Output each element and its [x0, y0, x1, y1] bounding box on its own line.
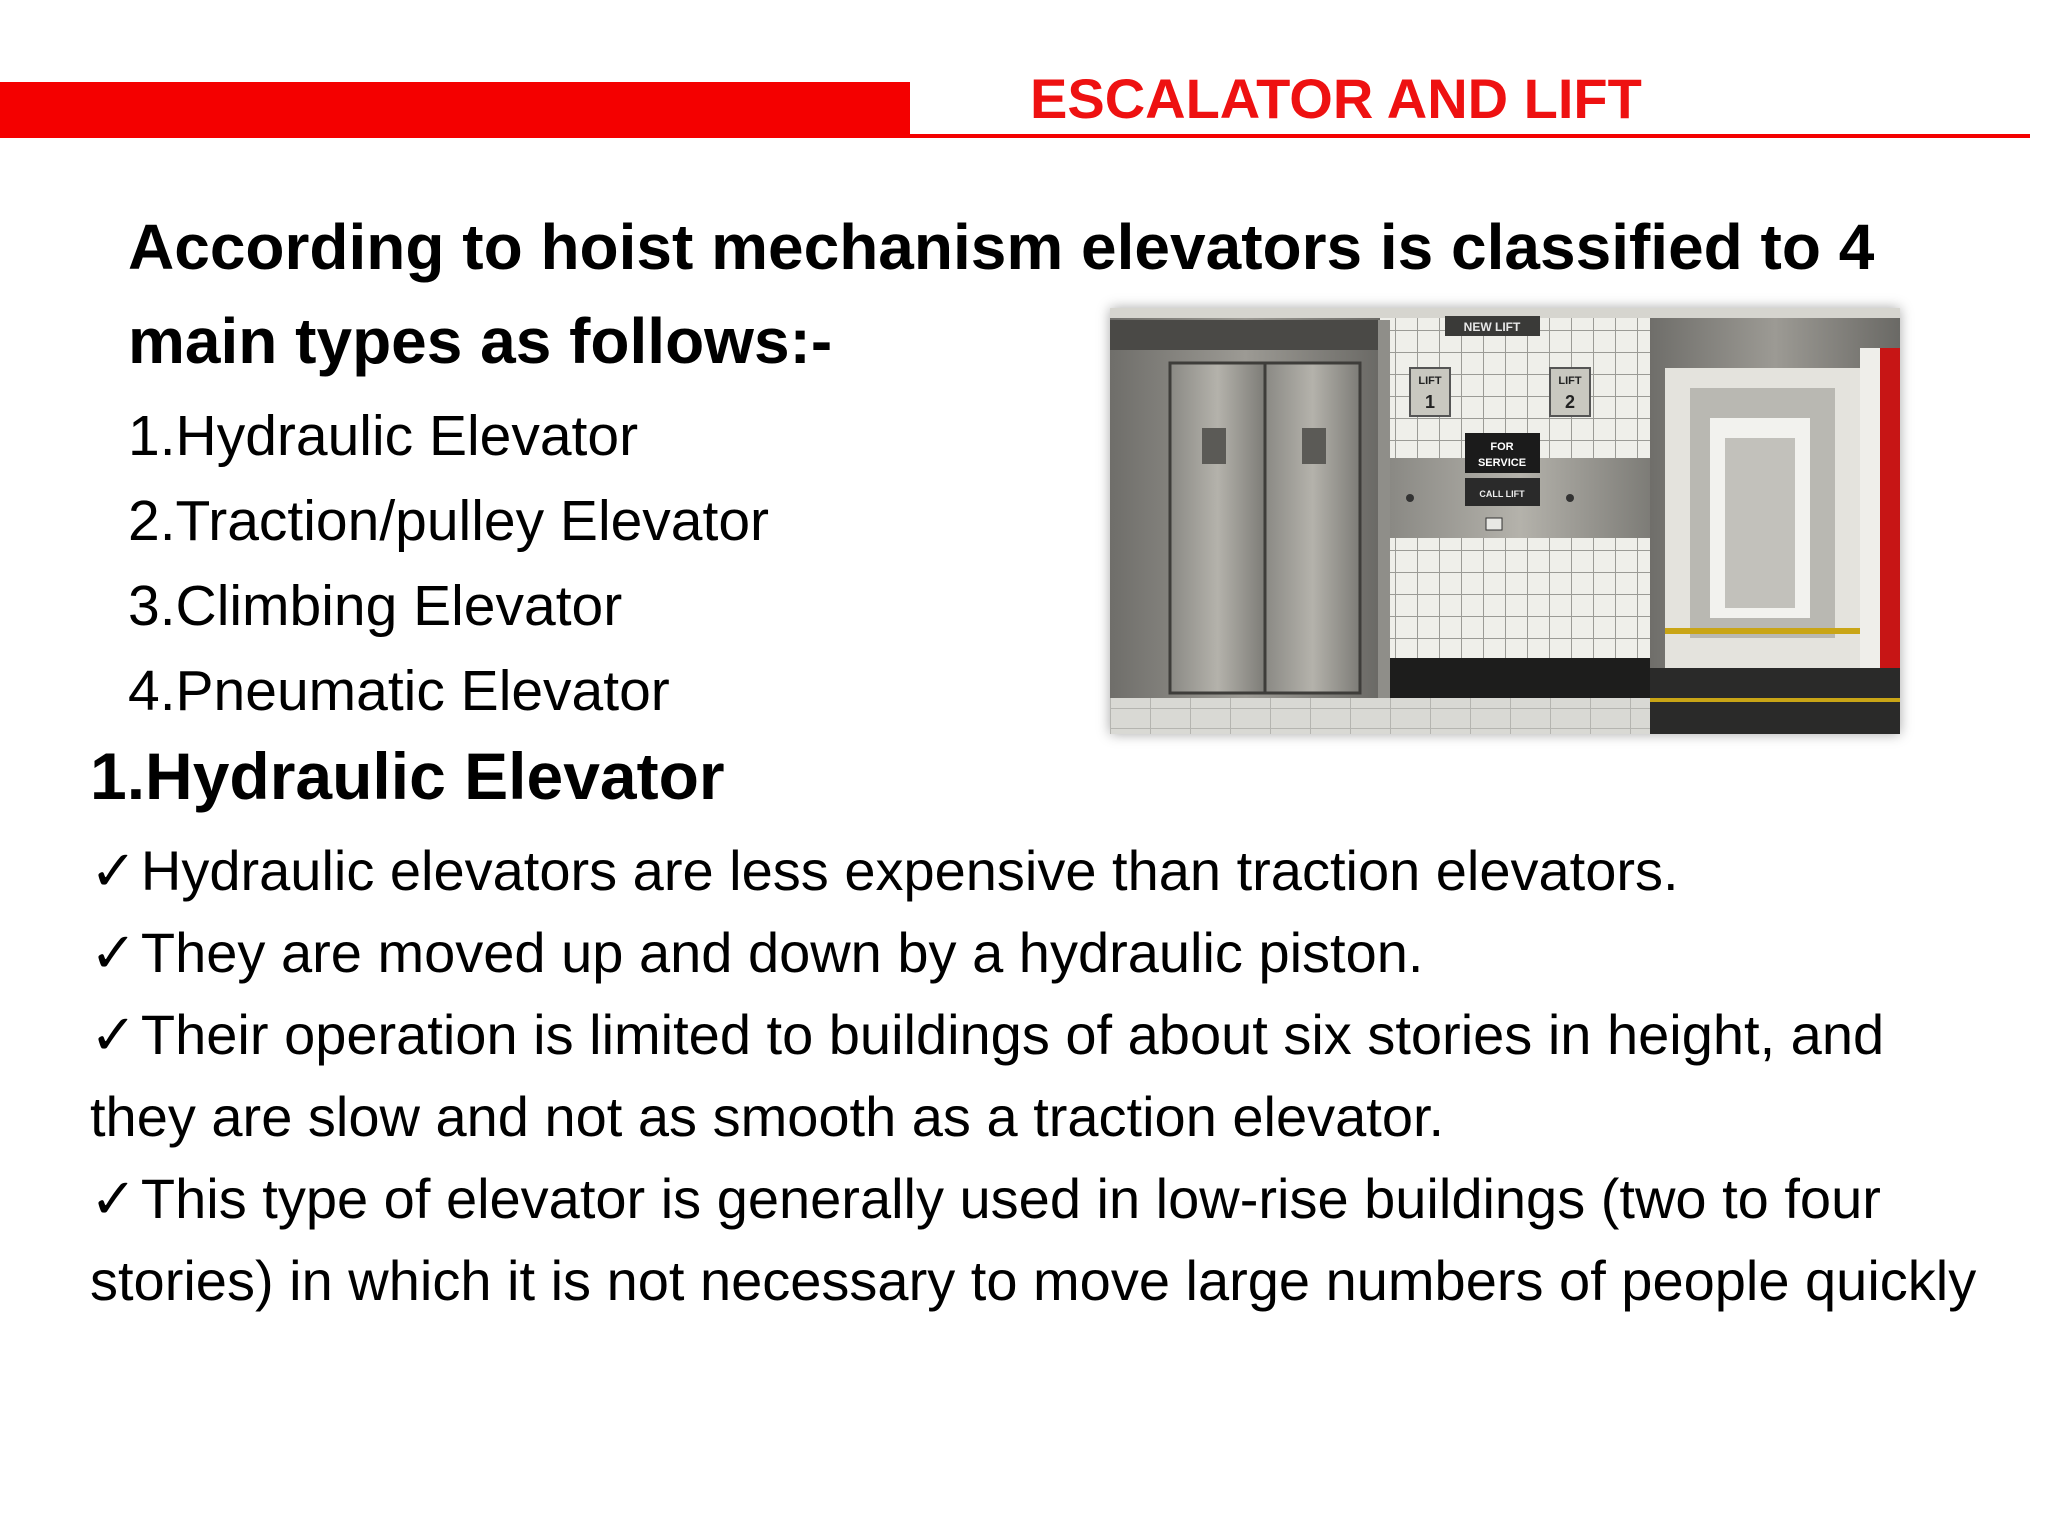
bullet-text: They are moved up and down by a hydraulic piston. — [140, 921, 1424, 984]
photo-lift1-number: 1 — [1424, 392, 1436, 412]
photo-call-sign: CALL LIFT — [1479, 489, 1525, 499]
photo-lift2-number: 2 — [1564, 392, 1576, 412]
photo-service-sign-1: FOR — [1490, 441, 1514, 453]
bullet-text: Their operation is limited to buildings of about six stories in height, and they are slow and not as smooth as a traction elevator. — [90, 1003, 1885, 1148]
bullet-item — [90, 1158, 1990, 1322]
photo-sign-top: NEW LIFT — [1463, 320, 1521, 334]
photo-service-sign-2: SERVICE — [1477, 457, 1527, 469]
bullet-text: Hydraulic elevators are less expensive than traction elevators. — [140, 839, 1679, 902]
header-red-bar — [0, 82, 910, 138]
photo-lift2-label: LIFT — [1558, 375, 1582, 387]
photo-lift1-label: LIFT — [1418, 375, 1442, 387]
hydraulic-bullets — [90, 830, 1990, 1322]
bullet-item — [90, 994, 1990, 1158]
type-item-pneumatic: 4.Pneumatic Elevator — [128, 659, 670, 723]
type-item-traction: 2.Traction/pulley Elevator — [128, 489, 770, 553]
type-item-hydraulic: 1.Hydraulic Elevator — [128, 404, 639, 468]
checkmark-icon: ✓ — [90, 1003, 137, 1066]
type-item-climbing: 3.Climbing Elevator — [128, 574, 623, 638]
section-heading: 1.Hydraulic Elevator — [90, 739, 725, 813]
elevator-photo-illustration — [1110, 308, 1900, 734]
bullet-text: This type of elevator is generally used in low-rise buildings (two to four stories) in which it is not necessary to move large numbers of people quickly — [90, 1167, 1977, 1312]
slide-title: ESCALATOR AND LIFT — [1030, 67, 1642, 130]
bullet-item — [90, 912, 1990, 994]
bullet-item — [90, 830, 1990, 912]
checkmark-icon: ✓ — [90, 921, 137, 984]
elevator-photo — [1110, 308, 1900, 734]
header-underline — [910, 134, 2030, 138]
checkmark-icon: ✓ — [90, 839, 137, 902]
checkmark-icon: ✓ — [90, 1167, 137, 1230]
elevator-types-list — [128, 394, 769, 734]
intro-text: According to hoist mechanism elevators is classified to 4 main types as follows:- — [128, 211, 1875, 377]
